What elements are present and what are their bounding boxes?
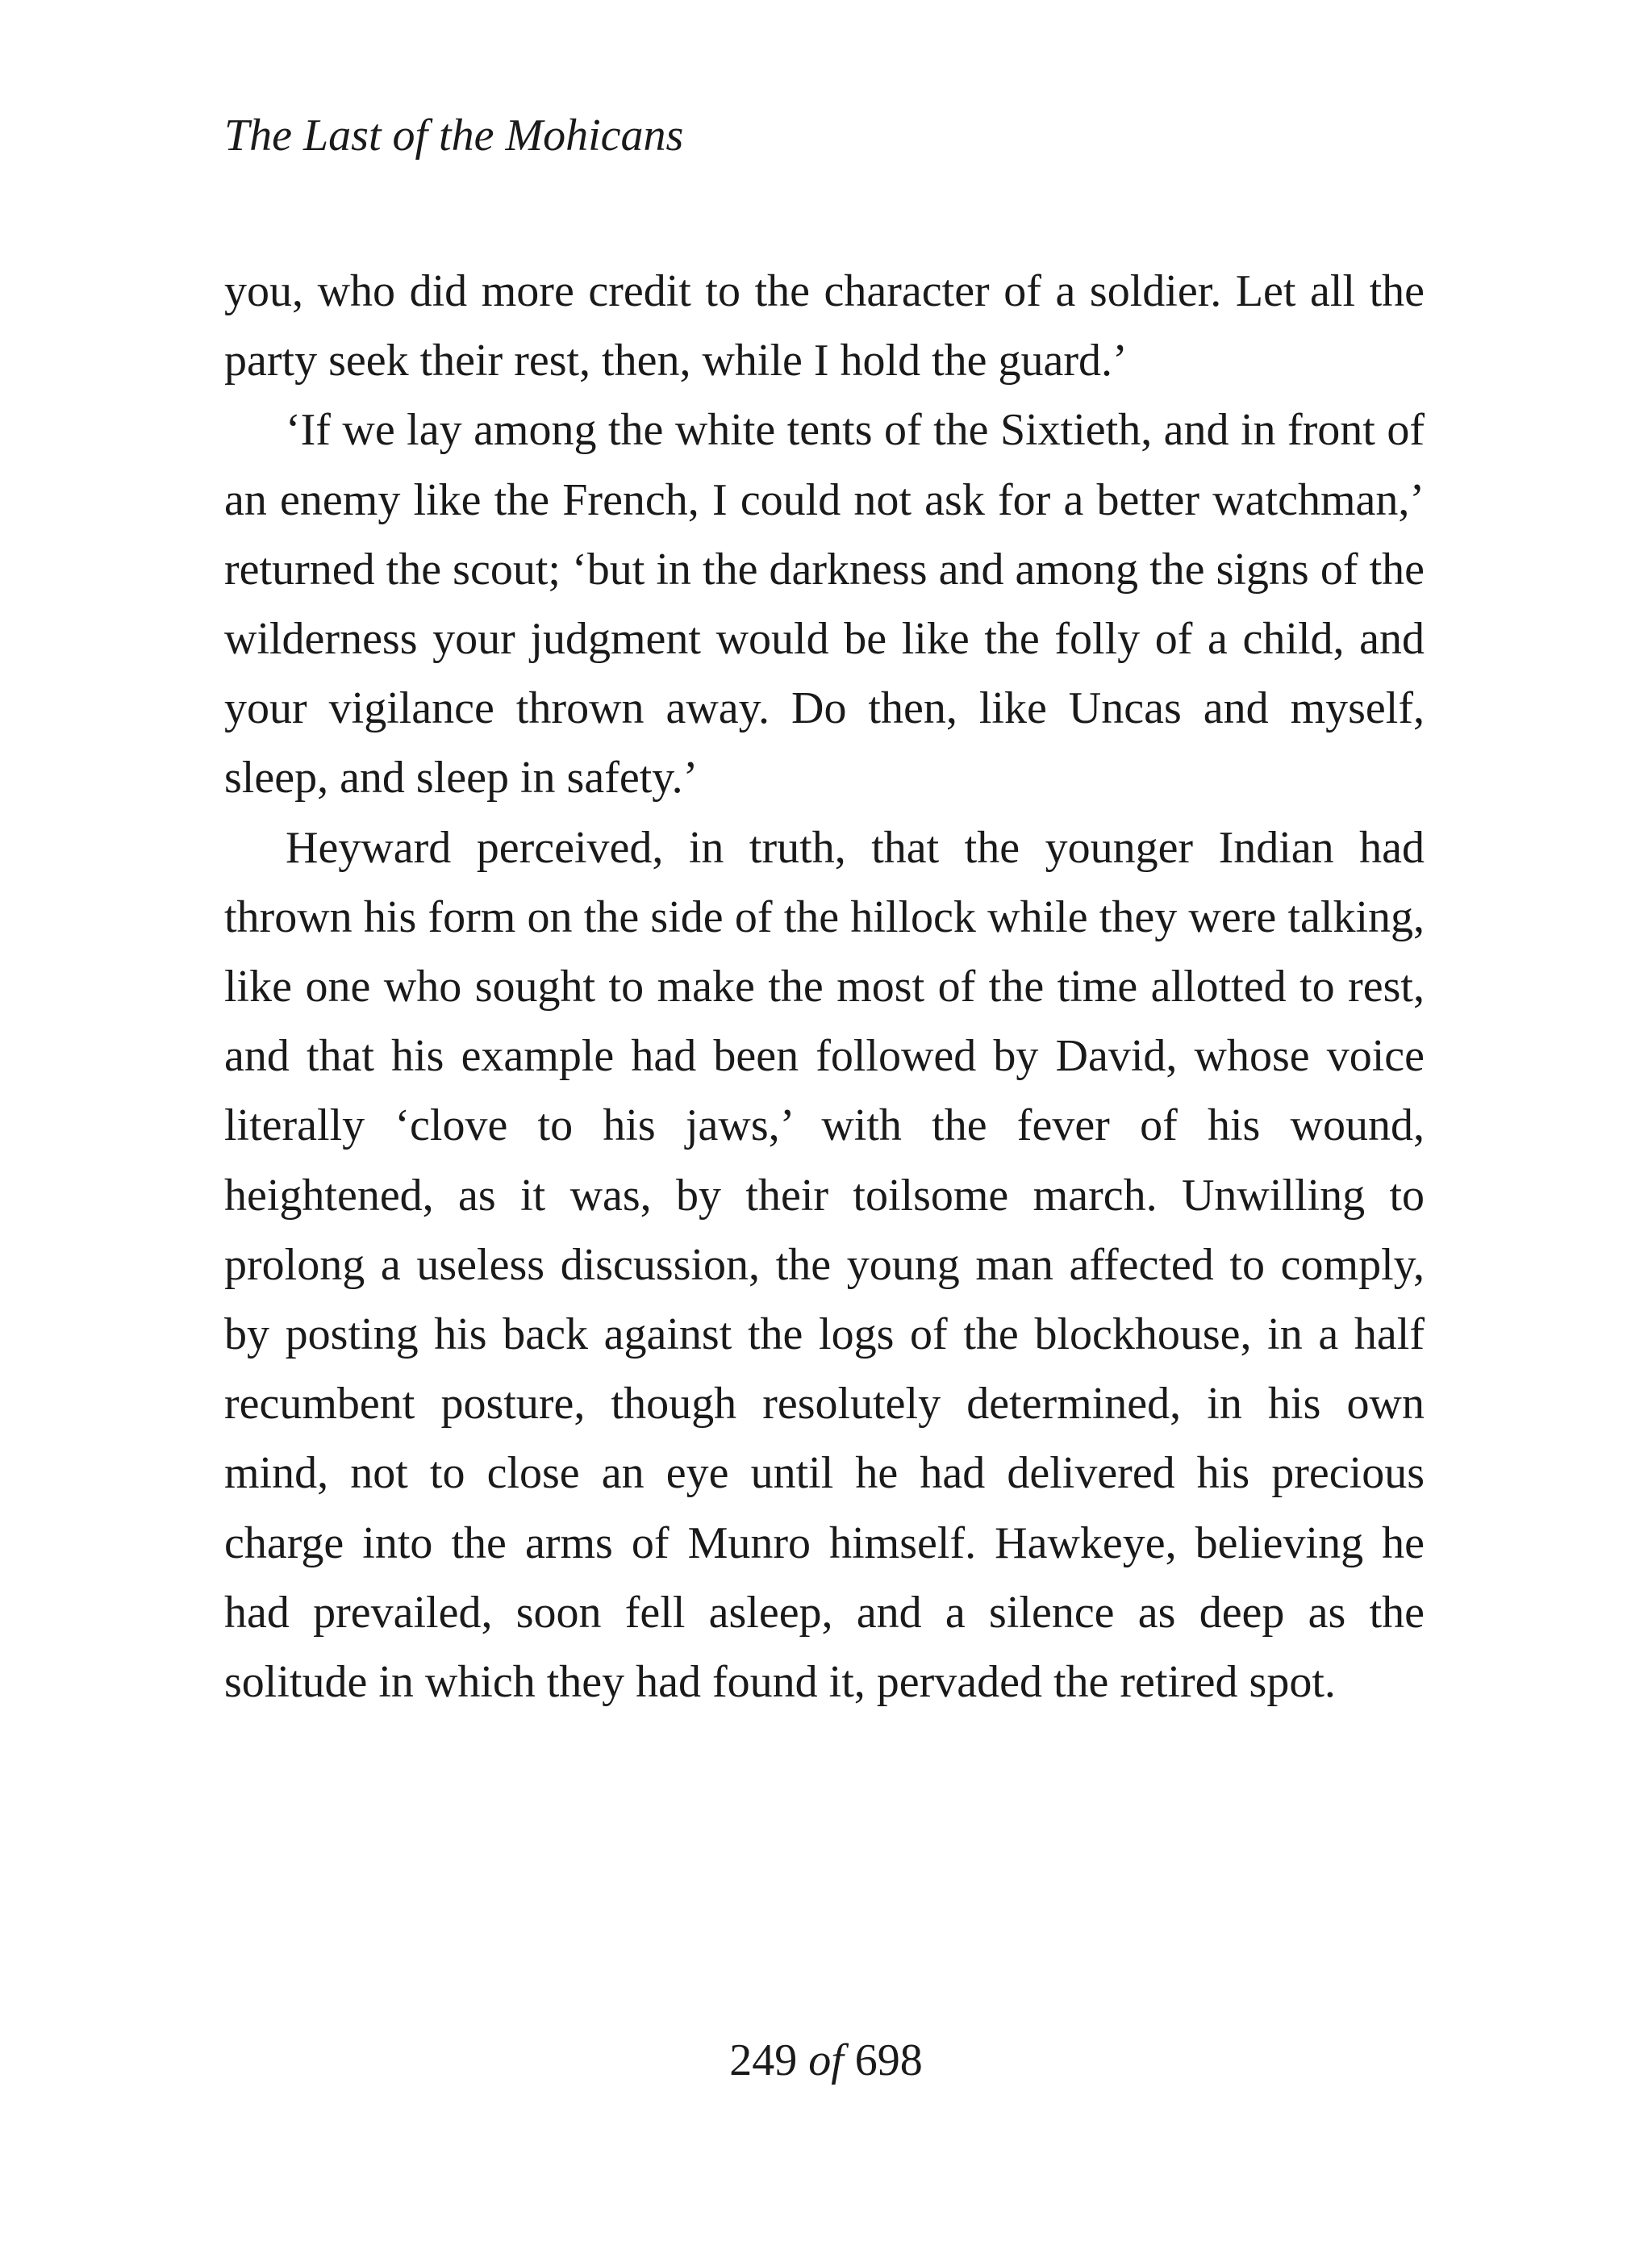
paragraph-continued: you, who did more credit to the character of a soldier. Let all the party seek their rest, then, while I hold the guard.’	[224, 266, 1425, 386]
current-page-number: 249	[729, 2035, 798, 2085]
running-head-title: The Last of the Mohicans	[224, 111, 684, 161]
page-number	[0, 2028, 1652, 2093]
page-body	[224, 257, 1425, 1717]
page-of-word: of	[808, 2035, 844, 2085]
paragraph-heyward: Heyward perceived, in truth, that the younger Indian had thrown his form on the side of the hillock while they were talking, like one who sought to make the most of the time allotted to rest, and that his example had been followed by David, whose voice literally ‘clove to his jaws,’ with the fever of his wound, heightened, as it was, by their toilsome march. Unwilling to prolong a useless discussion, the young man affected to comply, by posting his back against the logs of the blockhouse, in a half recumbent posture, though resolutely determined, in his own mind, not to close an eye until he had delivered his precious charge into the arms of Munro himself. Hawkeye, believing he had prevailed, soon fell asleep, and a silence as deep as the solitude in which they had found it, pervaded the retired spot.	[224, 822, 1425, 1708]
total-page-count: 698	[854, 2035, 923, 2085]
paragraph-scout-reply: ‘If we lay among the white tents of the Sixtieth, and in front of an enemy like the French, I could not ask for a better watchman,’ returned the scout; ‘but in the darkness and among the signs of the wilderness your judgment would be like the folly of a child, and your vigilance thrown away. Do then, like Uncas and myself, sleep, and sleep in safety.’	[224, 405, 1425, 804]
